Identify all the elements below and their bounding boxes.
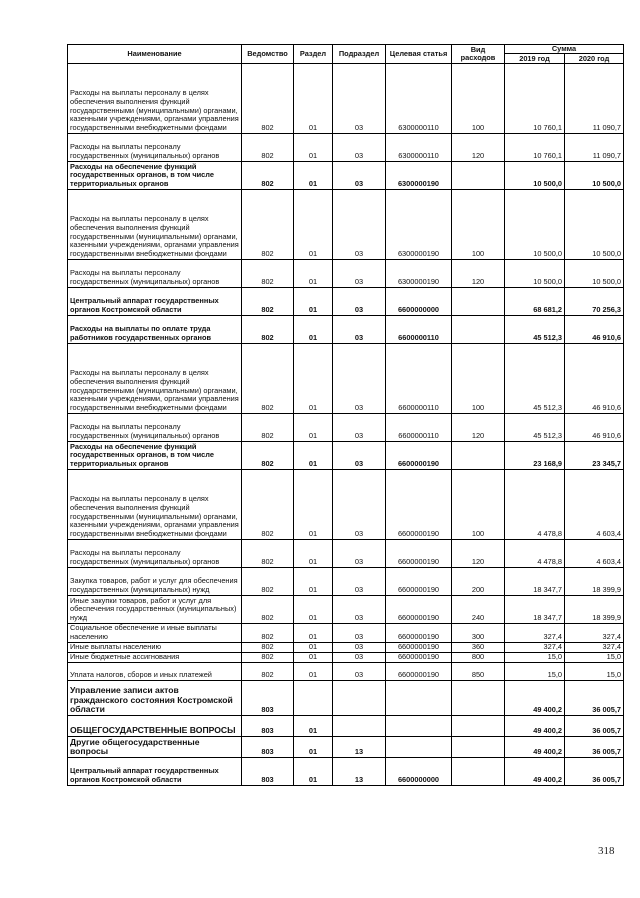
table-row xyxy=(68,442,624,470)
cell-name: Социальное обеспечение и иные выплаты населению xyxy=(68,624,242,643)
cell-target: 6600000110 xyxy=(386,344,452,414)
cell-y2019: 49 400,2 xyxy=(505,736,565,757)
cell-subsection: 03 xyxy=(333,596,386,624)
cell-y2020: 11 090,7 xyxy=(565,64,624,134)
cell-exptype: 120 xyxy=(452,540,505,568)
cell-target: 6600000000 xyxy=(386,288,452,316)
cell-section: 01 xyxy=(294,715,333,736)
cell-subsection: 13 xyxy=(333,736,386,757)
cell-y2020: 36 005,7 xyxy=(565,757,624,785)
cell-y2020: 18 399,9 xyxy=(565,596,624,624)
cell-section: 01 xyxy=(294,162,333,190)
cell-y2020: 36 005,7 xyxy=(565,736,624,757)
table-row xyxy=(68,680,624,715)
cell-dept: 802 xyxy=(242,624,294,643)
cell-exptype: 100 xyxy=(452,470,505,540)
cell-y2019: 49 400,2 xyxy=(505,715,565,736)
header-exptype: Вид расходов xyxy=(452,45,505,64)
cell-exptype: 100 xyxy=(452,344,505,414)
cell-y2020: 327,4 xyxy=(565,642,624,652)
cell-y2019: 4 478,8 xyxy=(505,540,565,568)
cell-target: 6300000110 xyxy=(386,64,452,134)
table-row xyxy=(68,316,624,344)
cell-subsection: 03 xyxy=(333,642,386,652)
cell-name: Расходы на выплаты персоналу государственных (муниципальных) органов xyxy=(68,134,242,162)
cell-exptype xyxy=(452,316,505,344)
cell-y2020: 10 500,0 xyxy=(565,162,624,190)
cell-y2019: 15,0 xyxy=(505,652,565,662)
cell-dept: 802 xyxy=(242,260,294,288)
cell-y2020: 23 345,7 xyxy=(565,442,624,470)
cell-y2019: 10 500,0 xyxy=(505,260,565,288)
header-2019: 2019 год xyxy=(505,54,565,64)
cell-name: Другие общегосударственные вопросы xyxy=(68,736,242,757)
budget-table xyxy=(67,44,624,786)
cell-subsection: 03 xyxy=(333,652,386,662)
cell-dept: 802 xyxy=(242,470,294,540)
cell-exptype xyxy=(452,715,505,736)
cell-dept: 802 xyxy=(242,316,294,344)
cell-subsection: 03 xyxy=(333,540,386,568)
cell-y2020: 327,4 xyxy=(565,624,624,643)
table-row xyxy=(68,652,624,662)
cell-exptype: 100 xyxy=(452,64,505,134)
cell-name: Расходы на обеспечение функций государственных органов, в том числе территориальных органов xyxy=(68,442,242,470)
cell-target: 6600000190 xyxy=(386,652,452,662)
cell-name: Закупка товаров, работ и услуг для обеспечения государственных (муниципальных) нужд xyxy=(68,568,242,596)
cell-section: 01 xyxy=(294,442,333,470)
cell-exptype xyxy=(452,736,505,757)
cell-name: ОБЩЕГОСУДАРСТВЕННЫЕ ВОПРОСЫ xyxy=(68,715,242,736)
cell-y2019: 49 400,2 xyxy=(505,757,565,785)
cell-name: Расходы на выплаты персоналу в целях обеспечения выполнения функций государственными (муниципальными) органами, казенными учреждениями, органами управления государственными внебюджетными фондами xyxy=(68,344,242,414)
cell-section: 01 xyxy=(294,316,333,344)
cell-y2019: 45 512,3 xyxy=(505,414,565,442)
cell-name: Управление записи актов гражданского состояния Костромской области xyxy=(68,680,242,715)
table-row xyxy=(68,190,624,260)
table-row xyxy=(68,540,624,568)
cell-exptype xyxy=(452,680,505,715)
cell-name: Расходы на обеспечение функций государственных органов, в том числе территориальных органов xyxy=(68,162,242,190)
cell-dept: 802 xyxy=(242,288,294,316)
cell-y2019: 4 478,8 xyxy=(505,470,565,540)
cell-subsection: 03 xyxy=(333,134,386,162)
table-row xyxy=(68,596,624,624)
cell-section: 01 xyxy=(294,260,333,288)
header-sum: Сумма xyxy=(505,45,624,54)
table-row xyxy=(68,642,624,652)
cell-section: 01 xyxy=(294,662,333,680)
header-name: Наименование xyxy=(68,45,242,64)
cell-target xyxy=(386,736,452,757)
cell-y2020: 4 603,4 xyxy=(565,470,624,540)
cell-exptype: 240 xyxy=(452,596,505,624)
cell-dept: 802 xyxy=(242,652,294,662)
cell-dept: 802 xyxy=(242,190,294,260)
cell-name: Расходы на выплаты персоналу в целях обеспечения выполнения функций государственными (муниципальными) органами, казенными учреждениями, органами управления государственными внебюджетными фондами xyxy=(68,470,242,540)
cell-exptype: 120 xyxy=(452,414,505,442)
cell-subsection xyxy=(333,715,386,736)
cell-y2019: 18 347,7 xyxy=(505,596,565,624)
cell-y2019: 327,4 xyxy=(505,642,565,652)
cell-target: 6600000190 xyxy=(386,642,452,652)
table-row xyxy=(68,470,624,540)
cell-exptype xyxy=(452,757,505,785)
cell-subsection: 03 xyxy=(333,442,386,470)
cell-dept: 802 xyxy=(242,414,294,442)
cell-subsection: 03 xyxy=(333,414,386,442)
cell-target: 6600000190 xyxy=(386,596,452,624)
cell-target: 6600000190 xyxy=(386,442,452,470)
cell-section: 01 xyxy=(294,624,333,643)
cell-dept: 802 xyxy=(242,662,294,680)
cell-dept: 802 xyxy=(242,540,294,568)
cell-y2019: 10 500,0 xyxy=(505,162,565,190)
cell-subsection xyxy=(333,680,386,715)
cell-y2019: 15,0 xyxy=(505,662,565,680)
table-row xyxy=(68,162,624,190)
cell-section: 01 xyxy=(294,64,333,134)
table-row xyxy=(68,344,624,414)
cell-name: Расходы на выплаты по оплате труда работников государственных органов xyxy=(68,316,242,344)
cell-y2019: 10 760,1 xyxy=(505,134,565,162)
cell-dept: 802 xyxy=(242,162,294,190)
cell-subsection: 03 xyxy=(333,162,386,190)
cell-target: 6300000110 xyxy=(386,134,452,162)
cell-exptype: 800 xyxy=(452,652,505,662)
cell-subsection: 03 xyxy=(333,260,386,288)
cell-y2020: 46 910,6 xyxy=(565,414,624,442)
header-subsection: Подраздел xyxy=(333,45,386,64)
cell-exptype xyxy=(452,288,505,316)
cell-dept: 802 xyxy=(242,344,294,414)
cell-target: 6600000190 xyxy=(386,662,452,680)
cell-y2019: 45 512,3 xyxy=(505,344,565,414)
cell-subsection: 03 xyxy=(333,470,386,540)
table-row xyxy=(68,288,624,316)
cell-section: 01 xyxy=(294,288,333,316)
cell-dept: 803 xyxy=(242,715,294,736)
table-row xyxy=(68,662,624,680)
cell-y2020: 36 005,7 xyxy=(565,715,624,736)
cell-target: 6600000190 xyxy=(386,470,452,540)
cell-dept: 802 xyxy=(242,134,294,162)
cell-subsection: 03 xyxy=(333,568,386,596)
cell-y2020: 11 090,7 xyxy=(565,134,624,162)
cell-target: 6600000190 xyxy=(386,568,452,596)
cell-name: Уплата налогов, сборов и иных платежей xyxy=(68,662,242,680)
cell-y2020: 46 910,6 xyxy=(565,316,624,344)
cell-dept: 802 xyxy=(242,642,294,652)
cell-section: 01 xyxy=(294,470,333,540)
cell-y2019: 68 681,2 xyxy=(505,288,565,316)
cell-name: Иные закупки товаров, работ и услуг для обеспечения государственных (муниципальных) нужд xyxy=(68,596,242,624)
cell-dept: 802 xyxy=(242,596,294,624)
cell-subsection: 03 xyxy=(333,344,386,414)
cell-section: 01 xyxy=(294,190,333,260)
cell-dept: 803 xyxy=(242,680,294,715)
table-row xyxy=(68,715,624,736)
cell-exptype: 120 xyxy=(452,134,505,162)
cell-dept: 803 xyxy=(242,736,294,757)
table-row xyxy=(68,757,624,785)
cell-target: 6600000110 xyxy=(386,316,452,344)
cell-y2020: 10 500,0 xyxy=(565,190,624,260)
cell-name: Центральный аппарат государственных органов Костромской области xyxy=(68,757,242,785)
cell-section: 01 xyxy=(294,736,333,757)
table-row xyxy=(68,134,624,162)
cell-exptype: 100 xyxy=(452,190,505,260)
cell-dept: 802 xyxy=(242,442,294,470)
cell-name: Расходы на выплаты персоналу государственных (муниципальных) органов xyxy=(68,414,242,442)
cell-subsection: 03 xyxy=(333,662,386,680)
cell-subsection: 03 xyxy=(333,288,386,316)
table-row xyxy=(68,414,624,442)
cell-name: Расходы на выплаты персоналу государственных (муниципальных) органов xyxy=(68,260,242,288)
header-dept: Ведомство xyxy=(242,45,294,64)
cell-target: 6300000190 xyxy=(386,162,452,190)
cell-y2019: 10 760,1 xyxy=(505,64,565,134)
cell-subsection: 03 xyxy=(333,624,386,643)
cell-y2020: 4 603,4 xyxy=(565,540,624,568)
table-row xyxy=(68,736,624,757)
cell-subsection: 03 xyxy=(333,316,386,344)
cell-subsection: 03 xyxy=(333,190,386,260)
cell-y2020: 36 005,7 xyxy=(565,680,624,715)
cell-section: 01 xyxy=(294,652,333,662)
cell-name: Расходы на выплаты персоналу в целях обеспечения выполнения функций государственными (муниципальными) органами, казенными учреждениями, органами управления государственными внебюджетными фондами xyxy=(68,64,242,134)
header-target: Целевая статья xyxy=(386,45,452,64)
cell-name: Центральный аппарат государственных органов Костромской области xyxy=(68,288,242,316)
cell-y2020: 15,0 xyxy=(565,652,624,662)
cell-dept: 803 xyxy=(242,757,294,785)
cell-section xyxy=(294,680,333,715)
table-row xyxy=(68,64,624,134)
cell-exptype: 850 xyxy=(452,662,505,680)
cell-section: 01 xyxy=(294,596,333,624)
cell-exptype: 360 xyxy=(452,642,505,652)
cell-target: 6600000000 xyxy=(386,757,452,785)
cell-target xyxy=(386,715,452,736)
cell-exptype: 120 xyxy=(452,260,505,288)
cell-y2020: 70 256,3 xyxy=(565,288,624,316)
cell-y2020: 15,0 xyxy=(565,662,624,680)
cell-y2020: 18 399,9 xyxy=(565,568,624,596)
cell-section: 01 xyxy=(294,568,333,596)
cell-exptype xyxy=(452,162,505,190)
cell-name: Расходы на выплаты персоналу в целях обеспечения выполнения функций государственными (муниципальными) органами, казенными учреждениями, органами управления государственными внебюджетными фондами xyxy=(68,190,242,260)
cell-name: Иные выплаты населению xyxy=(68,642,242,652)
cell-y2019: 327,4 xyxy=(505,624,565,643)
cell-target: 6300000190 xyxy=(386,260,452,288)
header-section: Раздел xyxy=(294,45,333,64)
cell-subsection: 13 xyxy=(333,757,386,785)
table-row xyxy=(68,568,624,596)
cell-section: 01 xyxy=(294,540,333,568)
cell-dept: 802 xyxy=(242,568,294,596)
cell-name: Иные бюджетные ассигнования xyxy=(68,652,242,662)
cell-section: 01 xyxy=(294,134,333,162)
cell-exptype: 300 xyxy=(452,624,505,643)
table-body xyxy=(68,64,624,786)
cell-y2020: 46 910,6 xyxy=(565,344,624,414)
cell-y2019: 49 400,2 xyxy=(505,680,565,715)
table-row xyxy=(68,624,624,643)
cell-y2019: 45 512,3 xyxy=(505,316,565,344)
cell-y2019: 23 168,9 xyxy=(505,442,565,470)
table-row xyxy=(68,260,624,288)
cell-subsection: 03 xyxy=(333,64,386,134)
cell-section: 01 xyxy=(294,642,333,652)
cell-name: Расходы на выплаты персоналу государственных (муниципальных) органов xyxy=(68,540,242,568)
cell-target: 6300000190 xyxy=(386,190,452,260)
cell-exptype xyxy=(452,442,505,470)
cell-section: 01 xyxy=(294,414,333,442)
cell-y2019: 10 500,0 xyxy=(505,190,565,260)
cell-y2019: 18 347,7 xyxy=(505,568,565,596)
cell-target: 6600000110 xyxy=(386,414,452,442)
page-number: 318 xyxy=(598,845,615,857)
cell-y2020: 10 500,0 xyxy=(565,260,624,288)
cell-target: 6600000190 xyxy=(386,540,452,568)
cell-dept: 802 xyxy=(242,64,294,134)
cell-target: 6600000190 xyxy=(386,624,452,643)
cell-target xyxy=(386,680,452,715)
cell-section: 01 xyxy=(294,757,333,785)
header-2020: 2020 год xyxy=(565,54,624,64)
cell-exptype: 200 xyxy=(452,568,505,596)
cell-section: 01 xyxy=(294,344,333,414)
